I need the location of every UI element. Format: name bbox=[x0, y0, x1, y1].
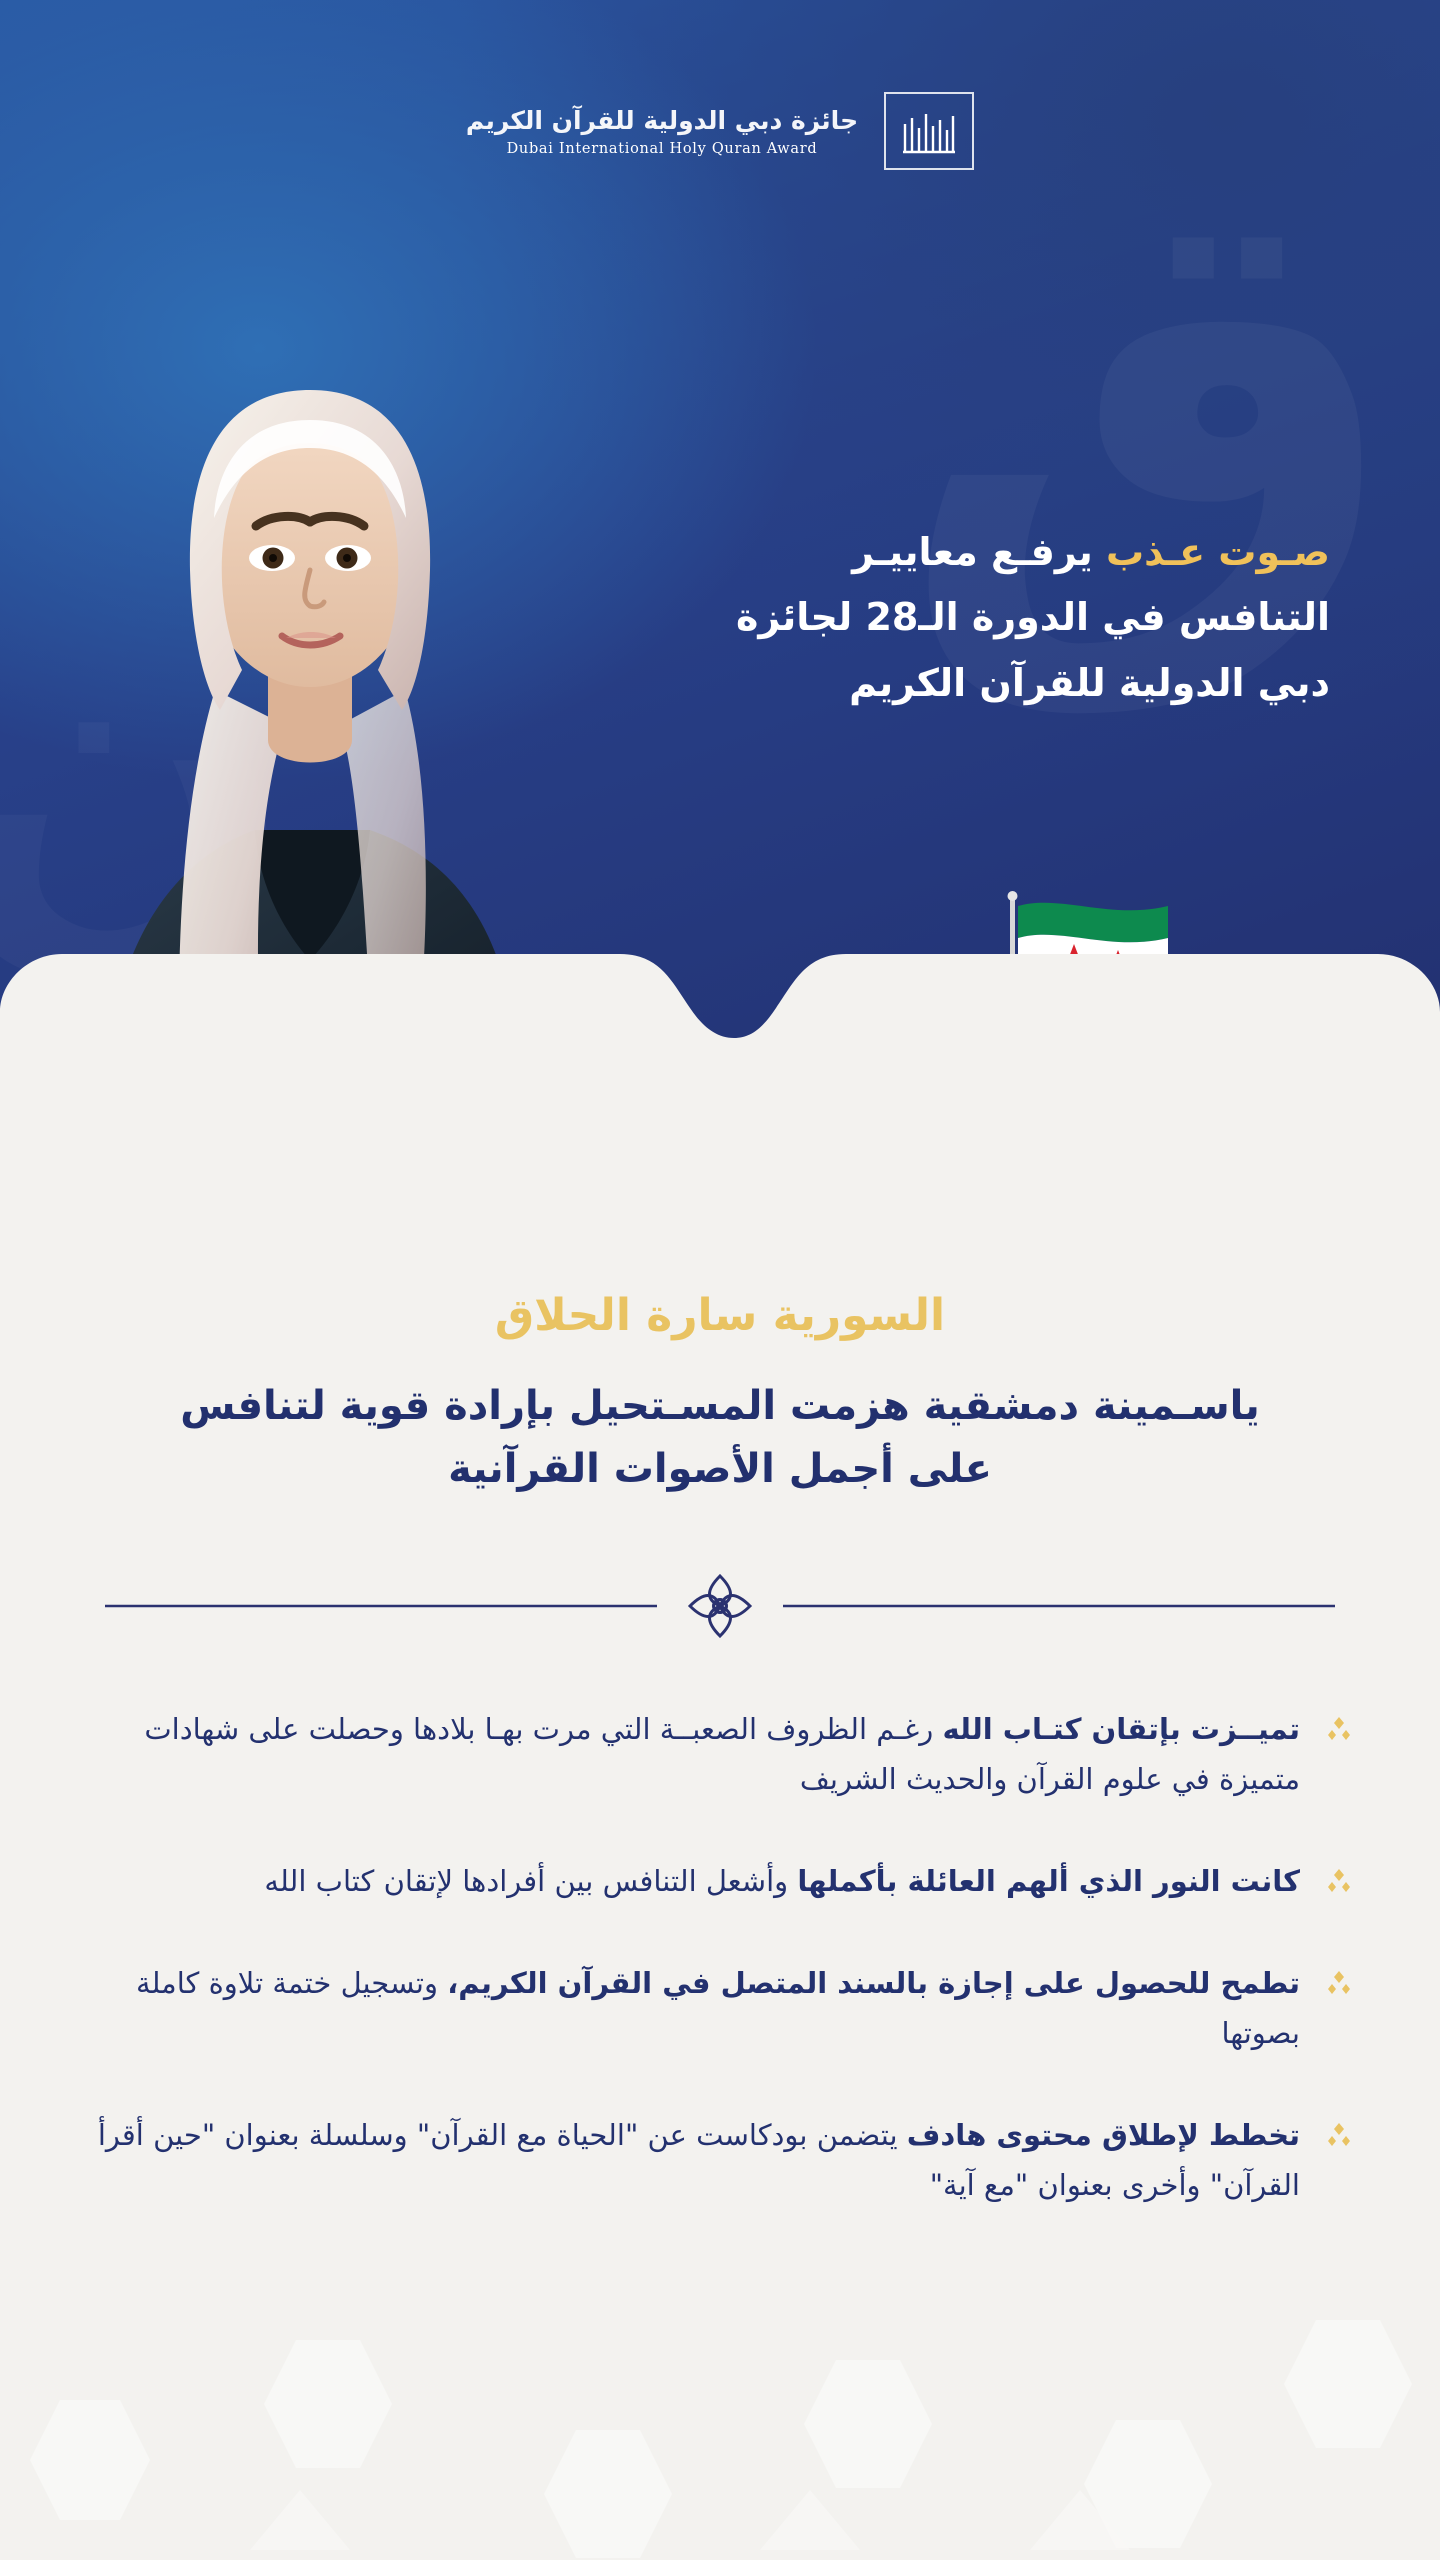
list-item bbox=[90, 1959, 1350, 2059]
list-item-rest: وأشعل التنافس بين أفرادها لإتقان كتاب الله bbox=[264, 1864, 798, 1899]
contestant-name: السورية سارة الحلاق bbox=[494, 1290, 946, 1341]
award-logo-english: Dubai International Holy Quran Award bbox=[506, 141, 818, 158]
syria-independence-flag-icon bbox=[1000, 880, 1190, 1070]
list-item-text bbox=[90, 1959, 1300, 2059]
list-item bbox=[90, 1705, 1350, 1805]
award-logo bbox=[0, 92, 1440, 170]
diamond-bullet-icon bbox=[1324, 2111, 1350, 2153]
hero-headline-rest: يرفـع معاييـر التنافس في الدورة الـ28 لجائزة دبي الدولية للقرآن الكريم bbox=[735, 530, 1330, 705]
diamond-bullet-icon bbox=[1324, 1857, 1350, 1899]
list-item bbox=[90, 1857, 1350, 1907]
list-item-text bbox=[90, 2111, 1300, 2211]
facts-list bbox=[90, 1705, 1350, 2210]
list-item-bold: كانت النور الذي ألهم العائلة بأكملها bbox=[797, 1864, 1300, 1899]
diamond-bullet-icon bbox=[1324, 1705, 1350, 1747]
list-item-text bbox=[90, 1857, 1300, 1907]
award-logo-arabic: جائزة دبي الدولية للقرآن الكريم bbox=[465, 105, 859, 135]
hero-headline bbox=[710, 520, 1330, 716]
list-item-bold: تميــزت بإتقان كتـاب الله bbox=[942, 1712, 1300, 1747]
list-item-rest: يتضمن بودكاست عن "الحياة مع القرآن" وسلسلة بعنوان "حين أقرأ القرآن" وأخرى بعنوان "مع آية" bbox=[97, 2117, 1300, 2202]
list-item-text bbox=[90, 1705, 1300, 1805]
hero-headline-accent: صـوت عـذب bbox=[1105, 530, 1330, 574]
list-item-rest: رغـم الظروف الصعبــة التي مرت بهـا بلادها وحصلت على شهادات متميزة في علوم القرآن والحديث الشريف bbox=[144, 1712, 1300, 1797]
diamond-bullet-icon bbox=[1324, 1959, 1350, 2001]
ornamental-divider bbox=[105, 1573, 1335, 1639]
list-item bbox=[90, 2111, 1350, 2211]
quran-award-emblem-icon bbox=[884, 92, 974, 170]
list-item-bold: تطمح للحصول على إجازة بالسند المتصل في القرآن الكريم، bbox=[447, 1966, 1300, 2000]
body-panel bbox=[0, 1160, 1440, 2560]
list-item-bold: تخطط لإطلاق محتوى هادف bbox=[906, 2117, 1300, 2152]
award-logo-text bbox=[466, 105, 858, 157]
contestant-portrait bbox=[10, 270, 610, 1100]
hero-panel bbox=[0, 0, 1440, 1160]
list-item-rest: وتسجيل ختمة تلاوة كاملة بصوتها bbox=[136, 1966, 1300, 2050]
contestant-subtitle: ياسـمينة دمشقية هزمت المسـتحيل بإرادة قوية لتنافس على أجمل الأصوات القرآنية bbox=[180, 1383, 1260, 1493]
